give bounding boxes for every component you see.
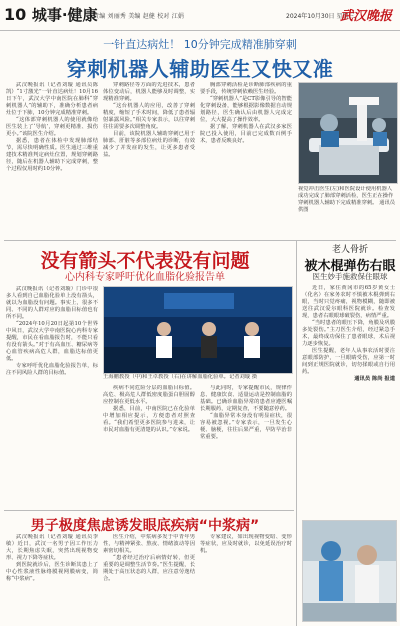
story3-body [302,285,395,513]
paragraph: “这台机器人的应用，改善了穿刺精度，缩短了手术时间，降低了患者辐射暴露风险。”相关专家表示，以往穿刺往往需要多次调整角度。 [103,103,195,130]
paragraph: 目前，该院机器人辅助穿刺已用于肺部、肝脏等多部位病灶的诊断，有效减少了并发症的发生，让更多患者受益。 [103,131,195,158]
paragraph: 武汉晚报讯（记者刘璇 通讯员李敏）近日，武汉一名男子因工作压力大，长期焦虑失眠，突然出现视物变形、视力下降等症状。 [6,534,98,561]
story4-column-3 [200,534,292,624]
page-header [4,4,98,25]
section-divider [4,510,294,511]
paragraph: “患者经过治疗后病情好转，但更重要的是调整生活节奏。”医生提醒，长期处于高压状态的人群，应注意劳逸结合。 [103,555,195,582]
eye-surgery-photo-icon [303,521,396,621]
story1-column-2 [103,82,195,234]
paragraph: 穿刺路径等方面的先进技术，患者体位变动后，机器人能够及时调整，实现精准穿刺。 [103,82,195,102]
paragraph: 专家呼吁优化血脂化验报告单，标注不同风险人群的目标值。 [6,363,98,376]
paragraph: 近日，家住黄冈市的65岁黄女士（化名）在家务农时不慎被木棍弹到右眼，当时只觉疼痛，视物模糊，随即被送往武汉爱尔眼科医院就诊。检查发现，患者右眼眼球破裂伤，病情严重。 [302,285,395,319]
paragraph: 武汉晚报讯（记者刘璇）门诊中很多人看到自己血脂化验单上没有箭头，就以为血脂没有问题。事实上，很多不同、不同的人群对应的血脂目标值也有所不同。 [6,286,98,320]
paragraph: 据悉，目前，中南医院已在化验单中增加相应提示，方便患者对照查看。“我们希望更多医院参与进来，让市民对血脂有更清楚的认识。”专家说。 [103,406,195,433]
section-name: 城事·健康 [31,6,98,24]
story1-photo-caption: 视觉冲击医生(左)和医院设计使用机器人成功完成了肺部穿刺活检，医生正在操作穿刺机器人辅助下完成精准穿刺。 通讯员供图 [298,186,396,213]
paragraph: 医生介绍，中浆病多发于中青年男性，与精神紧张、熬夜、情绪波动等因素密切相关。 [103,534,195,554]
story3-headline: 被木棍弹伤右眼 [304,259,396,274]
editor-credits: 责编 刘丽秀 美编 赵健 校对 江娟 [93,13,185,20]
story2-column-1 [6,286,98,508]
paragraph: “穿刺机器人”是CT影像引导的智能化穿刺设备，能够根据影像数据自动规划路径，医生确认后由机器人完成定位，大大提高了操作效率。 [200,96,292,123]
paragraph: 武汉晚报讯（记者刘璇 通讯员陈凯）“1寸激光”一针直达病灶！10月16日下午，武汉大学中南医院在肺科“穿刺机器人”的辅助下，准确分析患者病灶位于下肺，10分钟完成精准穿刺。 [6,82,98,116]
column-divider [296,240,297,626]
story1-headline: 穿刺机器人辅助医生又快又准 [66,57,334,81]
section-divider [4,240,396,241]
paragraph: 疾病不同危险分层的血脂目标值。高危、极高危人群低密度脂蛋白胆固醇应控制在更低水平。 [103,385,195,405]
tv-studio-photo-icon [104,287,292,373]
newspaper-logo: 武汉晚报 [340,9,393,24]
paragraph: 专家建议，如出现视物变暗、变形等症状，应及时就诊，以免延误治疗时机。 [200,534,292,554]
paragraph: 医生提醒，老年人从事农活时要注意眼部防护，一旦眼睛受伤，应第一时间到正规医院就诊，切勿揉眼或自行用药。 [302,348,395,375]
paragraph: 与此同时，专家提醒市民，规律作息、健康饮食、适量运动是控制血脂的基础。已确诊血脂异常的患者应遵医嘱长期服药，定期复查，不要随意停药。 [200,385,292,412]
story3-photo [302,520,397,622]
paragraph: “血脂异常本身没有明显症状，很容易被忽视。”专家表示，一旦发生心梗、脑梗，往往后果严重，早防早治非常重要。 [200,413,292,440]
paragraph: 到医院就诊后，医生诊断其患上了中心性浆液性脉络膜视网膜病变，简称“中浆病”。 [6,562,98,582]
story2-photo-caption: 王海鹏教授（中)和王卓教授（右)在讲解血脂化验单。记者刘璇 摄 [103,374,258,380]
medical-robot-photo-icon [299,83,397,183]
story3-byline: 通讯员 陈尚 报道 [354,376,395,382]
story4-column-2 [103,534,195,624]
issue-date: 2024年10月30日 星期三 [286,13,355,20]
story4-headline: 男子极度焦虑诱发眼底疾病“中浆病” [30,518,260,534]
story2-headline: 没有箭头不代表没有问题 [40,250,250,272]
paragraph: “这体部穿刺机器人的使用就像给医生装上了‘导航’，穿刺更精准、损伤更小。”该院医生介绍。 [6,117,98,137]
story1-photo [298,82,398,184]
story3-subhead: 医生妙手施救保住眼球 [312,272,388,281]
story2-column-2 [103,385,195,509]
story2-photo [103,286,293,374]
paragraph: “当时患者的眼压下降，角膜及巩膜多处裂伤。”主刀医生介绍，经过紧急手术，最终成功保住了患者眼球，术后视力逐步恢复。 [302,320,395,347]
story4-column-1 [6,534,98,624]
paragraph: 胸部穿刺活检是诊断肺部疾病的重要手段，传统穿刺依赖医生经验。 [200,82,292,95]
masthead [0,0,400,31]
story1-column-1 [6,82,98,234]
story1-column-3 [200,82,292,234]
paragraph: 据悉，患者在体检中发现肺部结节，需尽快明确性质。医生通过三维重建技术精准判定病灶位置，规划穿刺路径，随后在机器人辅助下完成穿刺，整个过程仅用时约10分钟。 [6,138,98,172]
story2-column-3 [200,385,292,509]
page-number: 10 [4,5,27,24]
paragraph: “2024年10月20日起第10个世界中风日，武汉大学中南医院心内科专家提醒，市民在看血脂报告时，不能只看有没有箭头。”对于有高血压、糖尿病等心血管疾病高危人群，血脂达标值更低。 [6,321,98,362]
story3-kicker: 老人骨折 [331,245,368,255]
story2-subhead: 心内科专家呼吁优化血脂化验报告单 [65,272,225,283]
paragraph: 据了解，穿刺机器人在武汉多家医院已投入使用，目前已完成数百例手术，患者反映良好。 [200,124,292,144]
story1-kicker: 一针直达病灶！ 10分钟完成精准肺穿刺 [103,38,297,51]
